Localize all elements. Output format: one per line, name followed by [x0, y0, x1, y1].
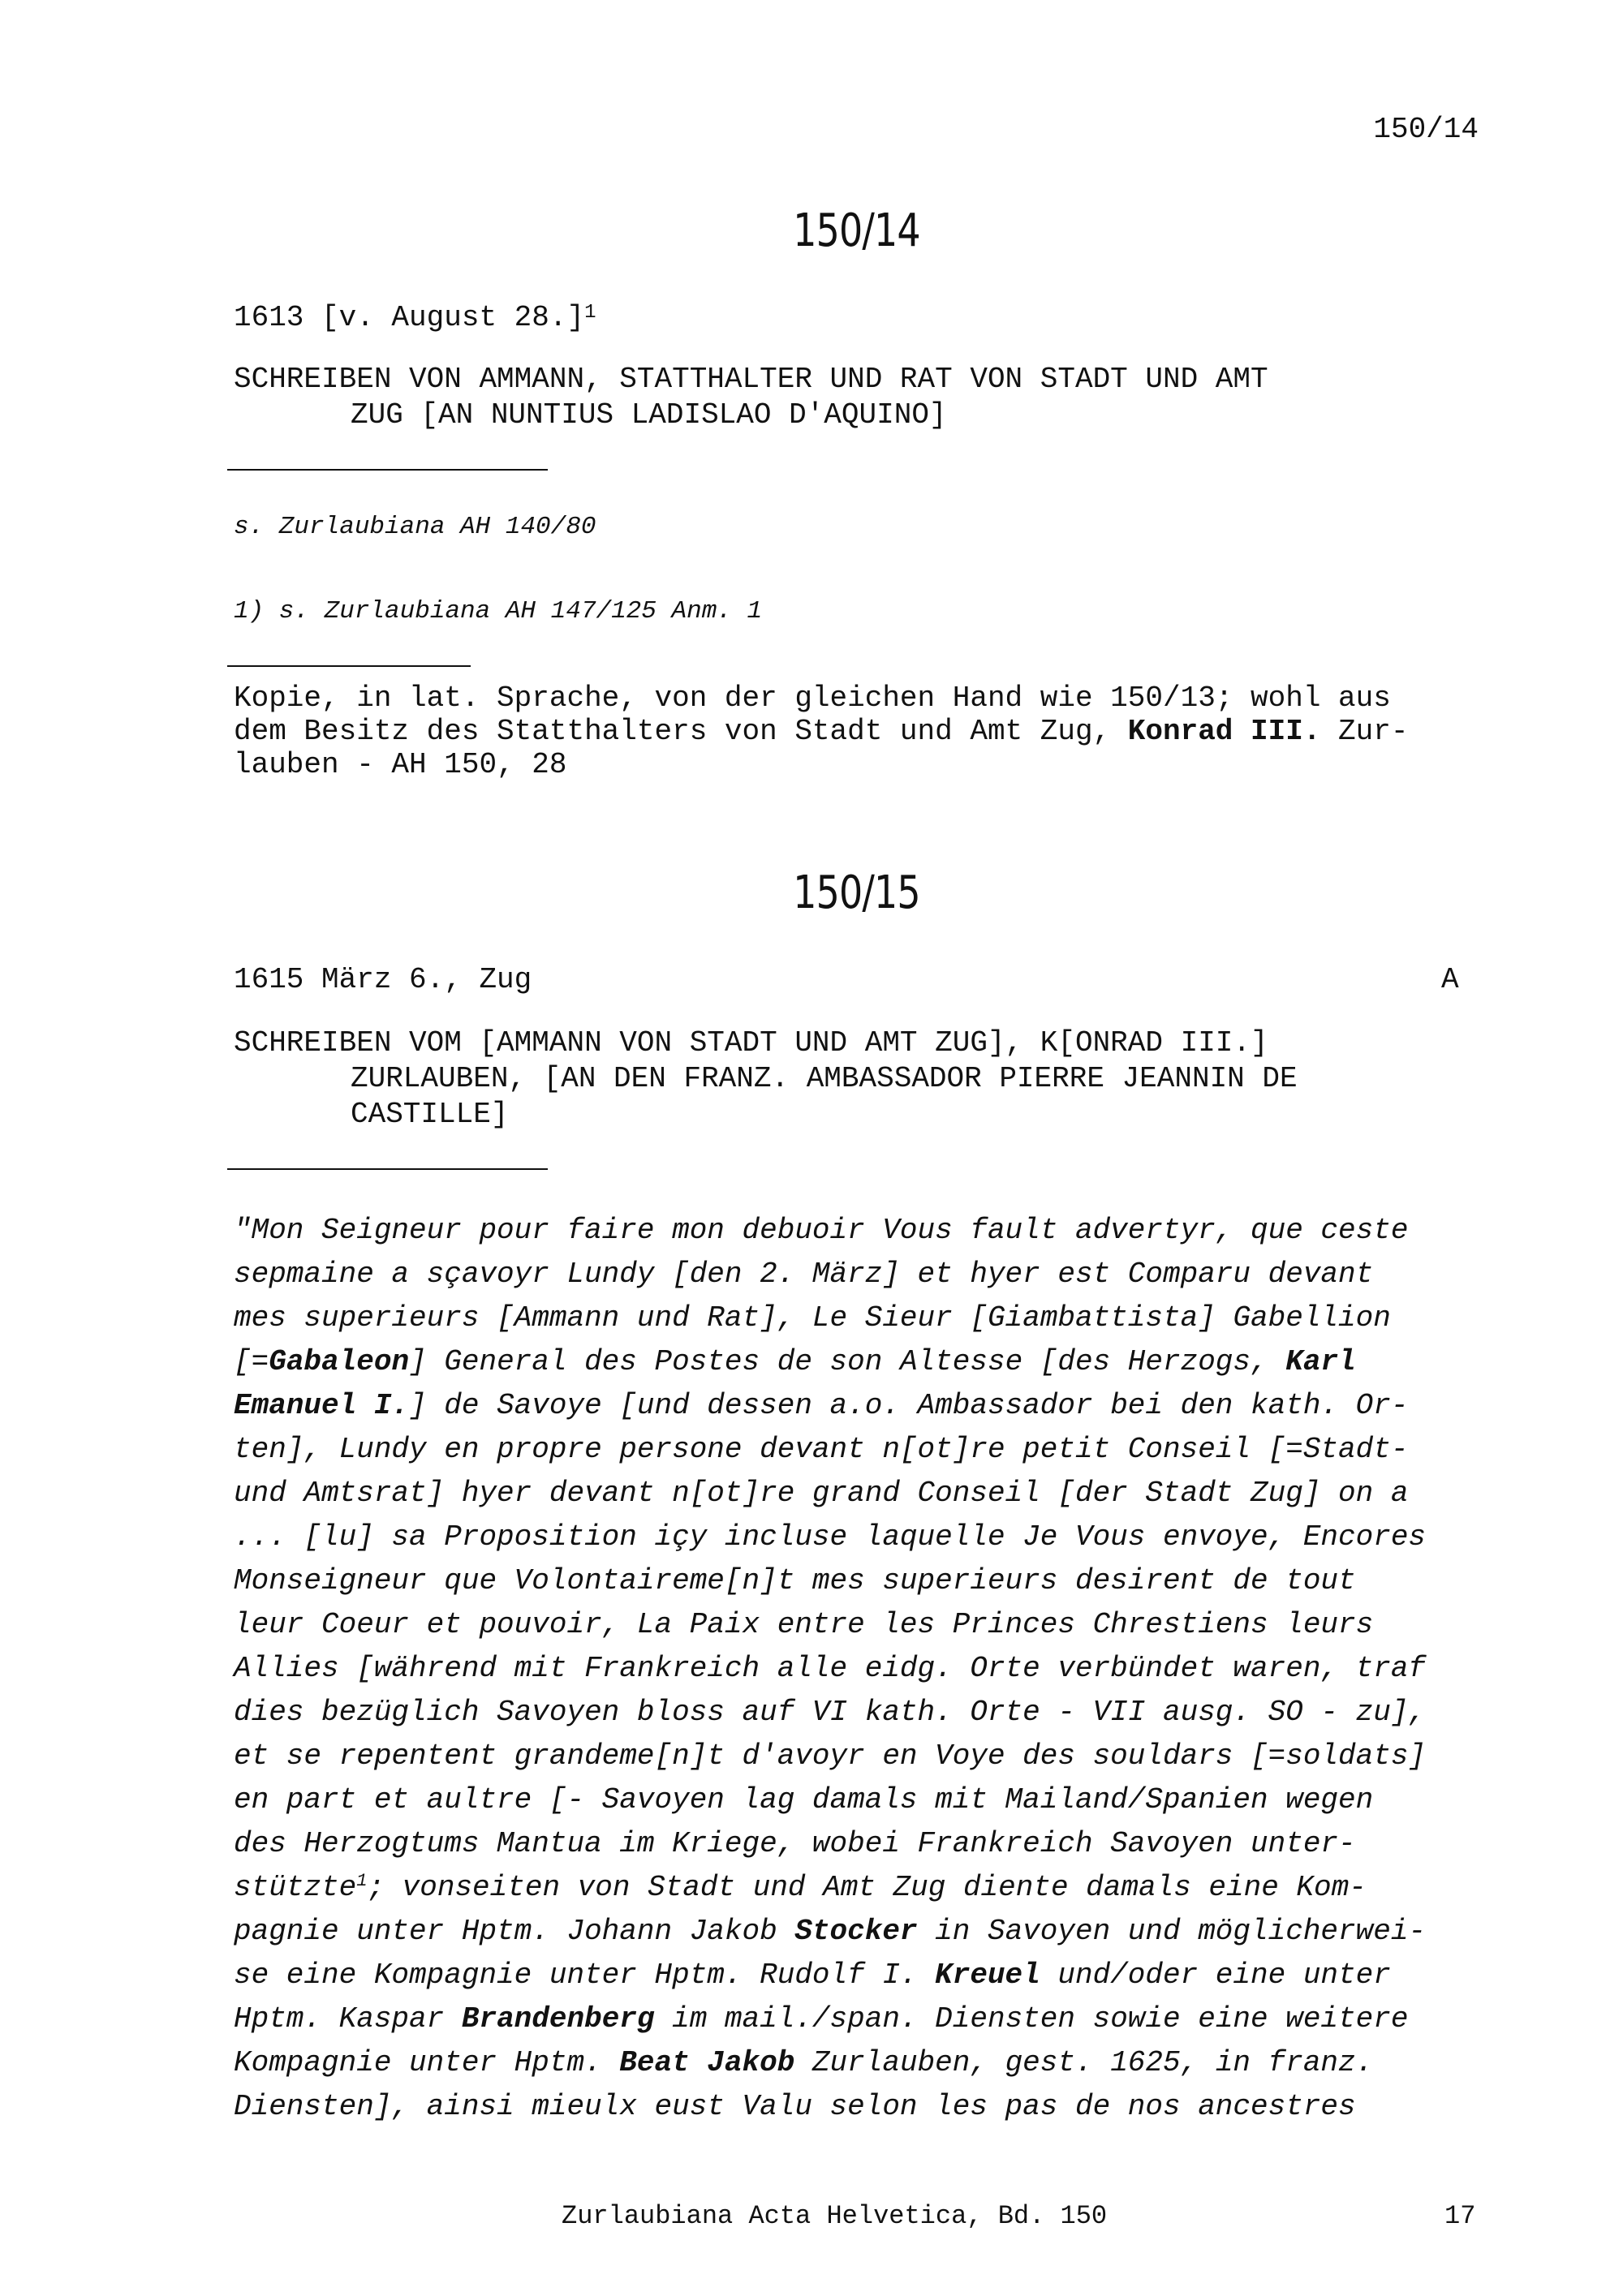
text-line: en part et aultre [- Savoyen lag damals mit Mailand/Spanien wegen	[234, 1783, 1374, 1817]
text-line: Allies [während mit Frankreich alle eidg. Orte verbündet waren, traf	[234, 1652, 1427, 1685]
letter-text	[234, 1209, 1426, 2129]
text-line: Hptm. Kaspar Brandenberg im mail./span. Diensten sowie eine weitere	[234, 2002, 1409, 2036]
entry-title	[234, 1025, 1451, 1133]
entry-title-line: SCHREIBEN VON AMMANN, STATTHALTER UND RAT VON STADT UND AMT	[234, 363, 1268, 396]
text-line: "Mon Seigneur pour faire mon debuoir Vous fault advertyr, que ceste	[234, 1214, 1409, 1247]
text-line: dies bezüglich Savoyen bloss auf VI kath. Orte - VII ausg. SO - zu],	[234, 1696, 1427, 1729]
text-line: Monseigneur que Volontaireme[n]t mes superieurs desirent de tout	[234, 1564, 1356, 1597]
document-mark: A	[1441, 963, 1459, 996]
footnote-marker: 1	[356, 1871, 368, 1891]
entry-date: 1615 März 6., Zug	[234, 963, 532, 996]
text-line: et se repentent grandeme[n]t d'avoyr en Voye des souldars [=soldats]	[234, 1739, 1427, 1773]
person-name: Karl	[1285, 1345, 1356, 1378]
running-head: 150/14	[1373, 113, 1479, 146]
text-line: leur Coeur et pouvoir, La Paix entre les Princes Chrestiens leurs	[234, 1608, 1374, 1641]
text-line: ... [lu] sa Proposition içy incluse laquelle Je Vous envoye, Encores	[234, 1520, 1427, 1554]
person-name: Brandenberg	[461, 2002, 655, 2036]
entry-title-line: CASTILLE]	[351, 1098, 509, 1131]
entry-title-line: SCHREIBEN VOM [AMMANN VON STADT UND AMT ZUG], K[ONRAD III.]	[234, 1026, 1268, 1060]
footnote-divider	[227, 665, 471, 667]
source-description	[234, 681, 1451, 781]
text-line: Diensten], ainsi mieulx eust Valu selon les pas de nos ancestres	[234, 2090, 1356, 2123]
person-name: Stocker	[794, 1915, 918, 1948]
text-line: des Herzogtums Mantua im Kriege, wobei Frankreich Savoyen unter-	[234, 1827, 1356, 1860]
text-line: mes superieurs [Ammann und Rat], Le Sieur [Giambattista] Gabellion	[234, 1301, 1391, 1335]
text-line: stützte$^1$; vonseiten von Stadt und Amt Zug diente damals eine Kom-	[234, 1871, 1367, 1904]
entry-number-150-14: 150/14	[793, 204, 920, 257]
person-name: Emanuel I.	[234, 1389, 410, 1422]
entry-title-line: ZUG [AN NUNTIUS LADISLAO D'AQUINO]	[351, 398, 947, 432]
person-name: Konrad III.	[1127, 715, 1321, 748]
entry-title	[234, 362, 1451, 433]
entry-date	[234, 300, 596, 336]
text-line: sepmaine a sçavoyr Lundy [den 2. März] et hyer est Comparu devant	[234, 1258, 1374, 1291]
entry-number-150-15: 150/15	[793, 866, 920, 919]
description-line: dem Besitz des Statthalters von Stadt und Amt Zug, Konrad III. Zur-	[234, 715, 1409, 748]
description-line: Kopie, in lat. Sprache, von der gleichen Hand wie 150/13; wohl aus	[234, 681, 1391, 715]
entry-date-text: 1613 [v. August 28.]	[234, 301, 585, 334]
text-line: [=Gabaleon] General des Postes de son Altesse [des Herzogs, Karl	[234, 1345, 1356, 1378]
description-line: lauben - AH 150, 28	[234, 748, 567, 781]
text-line: Emanuel I.] de Savoye [und dessen a.o. Ambassador bei den kath. Or-	[234, 1389, 1409, 1422]
text-line: se eine Kompagnie unter Hptm. Rudolf I. Kreuel und/oder eine unter	[234, 1958, 1391, 1992]
text-line: pagnie unter Hptm. Johann Jakob Stocker in Savoyen und möglicherwei-	[234, 1915, 1427, 1948]
text-line: ten], Lundy en propre persone devant n[ot]re petit Conseil [=Stadt-	[234, 1433, 1409, 1466]
page-number: 17	[1444, 2201, 1476, 2231]
page-footer-title: Zurlaubiana Acta Helvetica, Bd. 150	[562, 2201, 1108, 2231]
footnote-marker: 1	[584, 302, 596, 324]
entry-title-line: ZURLAUBEN, [AN DEN FRANZ. AMBASSADOR PIERRE JEANNIN DE	[351, 1062, 1298, 1095]
text-line: und Amtsrat] hyer devant n[ot]re grand Conseil [der Stadt Zug] on a	[234, 1477, 1409, 1510]
divider-rule	[227, 1168, 548, 1170]
person-name: Kreuel	[935, 1958, 1040, 1992]
person-name: Gabaleon	[269, 1345, 410, 1378]
footnote: 1) s. Zurlaubiana AH 147/125 Anm. 1	[234, 597, 763, 626]
text-line: Kompagnie unter Hptm. Beat Jakob Zurlauben, gest. 1625, in franz.	[234, 2046, 1374, 2079]
reference-note: s. Zurlaubiana AH 140/80	[234, 513, 596, 541]
person-name: Beat Jakob	[619, 2046, 795, 2079]
divider-rule	[227, 469, 548, 471]
